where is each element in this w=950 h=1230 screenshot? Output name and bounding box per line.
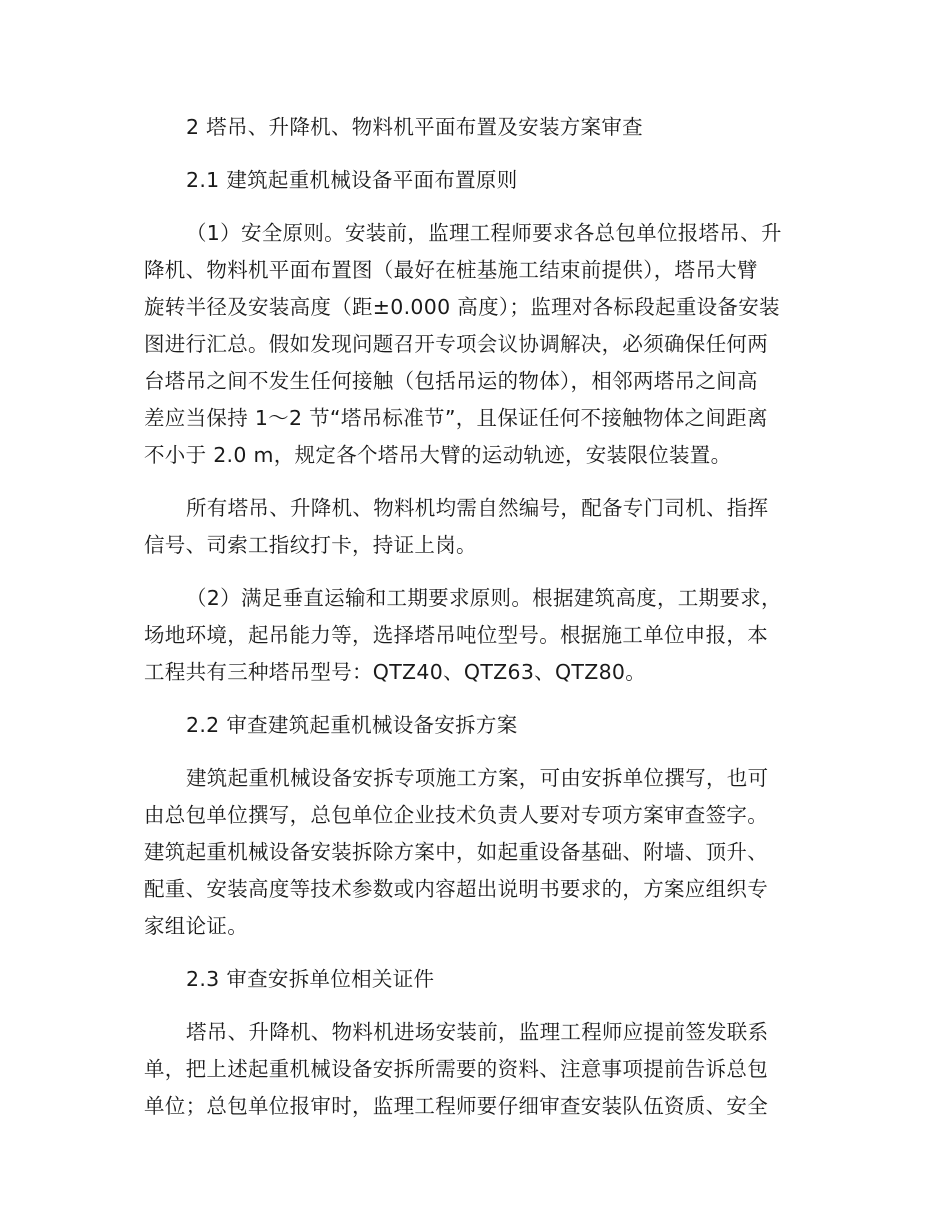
paragraph-line: （2）满足垂直运输和工期要求原则。根据建筑高度，工期要求，: [186, 586, 782, 610]
paragraph-line: 家组论证。: [144, 914, 248, 938]
paragraph-line: 差应当保持 1～2 节“塔吊标准节”，且保证任何不接触物体之间距离: [144, 406, 768, 430]
paragraph-line: 所有塔吊、升降机、物料机均需自然编号，配备专门司机、指挥: [186, 496, 769, 520]
paragraph-line: 不小于 2.0 m，规定各个塔吊大臂的运动轨迹，安装限位装置。: [144, 443, 732, 467]
paragraph-line: 单，把上述起重机械设备安拆所需要的资料、注意事项提前告诉总包: [144, 1057, 768, 1081]
paragraph-line: 旋转半径及安装高度（距±0.000 高度）；监理对各标段起重设备安装: [144, 295, 780, 319]
subsection-heading: 2.2 审查建筑起重机械设备安拆方案: [186, 713, 518, 737]
paragraph-line: 由总包单位撰写，总包单位企业技术负责人要对专项方案审查签字。: [144, 803, 768, 827]
section-heading: 2 塔吊、升降机、物料机平面布置及安装方案审查: [186, 115, 643, 139]
subsection-heading: 2.3 审查安拆单位相关证件: [186, 967, 435, 991]
paragraph-line: 信号、司索工指纹打卡，持证上岗。: [144, 533, 477, 557]
paragraph-line: 图进行汇总。假如发现问题召开专项会议协调解决，必须确保任何两: [144, 332, 768, 356]
paragraph-line: 场地环境，起吊能力等，选择塔吊吨位型号。根据施工单位申报，本: [144, 623, 768, 647]
paragraph-line: 单位；总包单位报审时，监理工程师要仔细审查安装队伍资质、安全: [144, 1094, 768, 1118]
paragraph-line: 台塔吊之间不发生任何接触（包括吊运的物体），相邻两塔吊之间高: [144, 369, 758, 393]
paragraph-line: 建筑起重机械设备安拆专项施工方案，可由安拆单位撰写，也可: [186, 766, 769, 790]
paragraph-line: （1）安全原则。安装前，监理工程师要求各总包单位报塔吊、升: [186, 221, 782, 245]
paragraph-line: 工程共有三种塔吊型号：QTZ40、QTZ63、QTZ80。: [144, 660, 647, 684]
paragraph-line: 塔吊、升降机、物料机进场安装前，监理工程师应提前签发联系: [186, 1020, 769, 1044]
paragraph-line: 降机、物料机平面布置图（最好在桩基施工结束前提供），塔吊大臂: [144, 258, 758, 282]
paragraph-line: 建筑起重机械设备安装拆除方案中，如起重设备基础、附墙、顶升、: [144, 840, 768, 864]
subsection-heading: 2.1 建筑起重机械设备平面布置原则: [186, 168, 518, 192]
paragraph-line: 配重、安装高度等技术参数或内容超出说明书要求的，方案应组织专: [144, 877, 768, 901]
